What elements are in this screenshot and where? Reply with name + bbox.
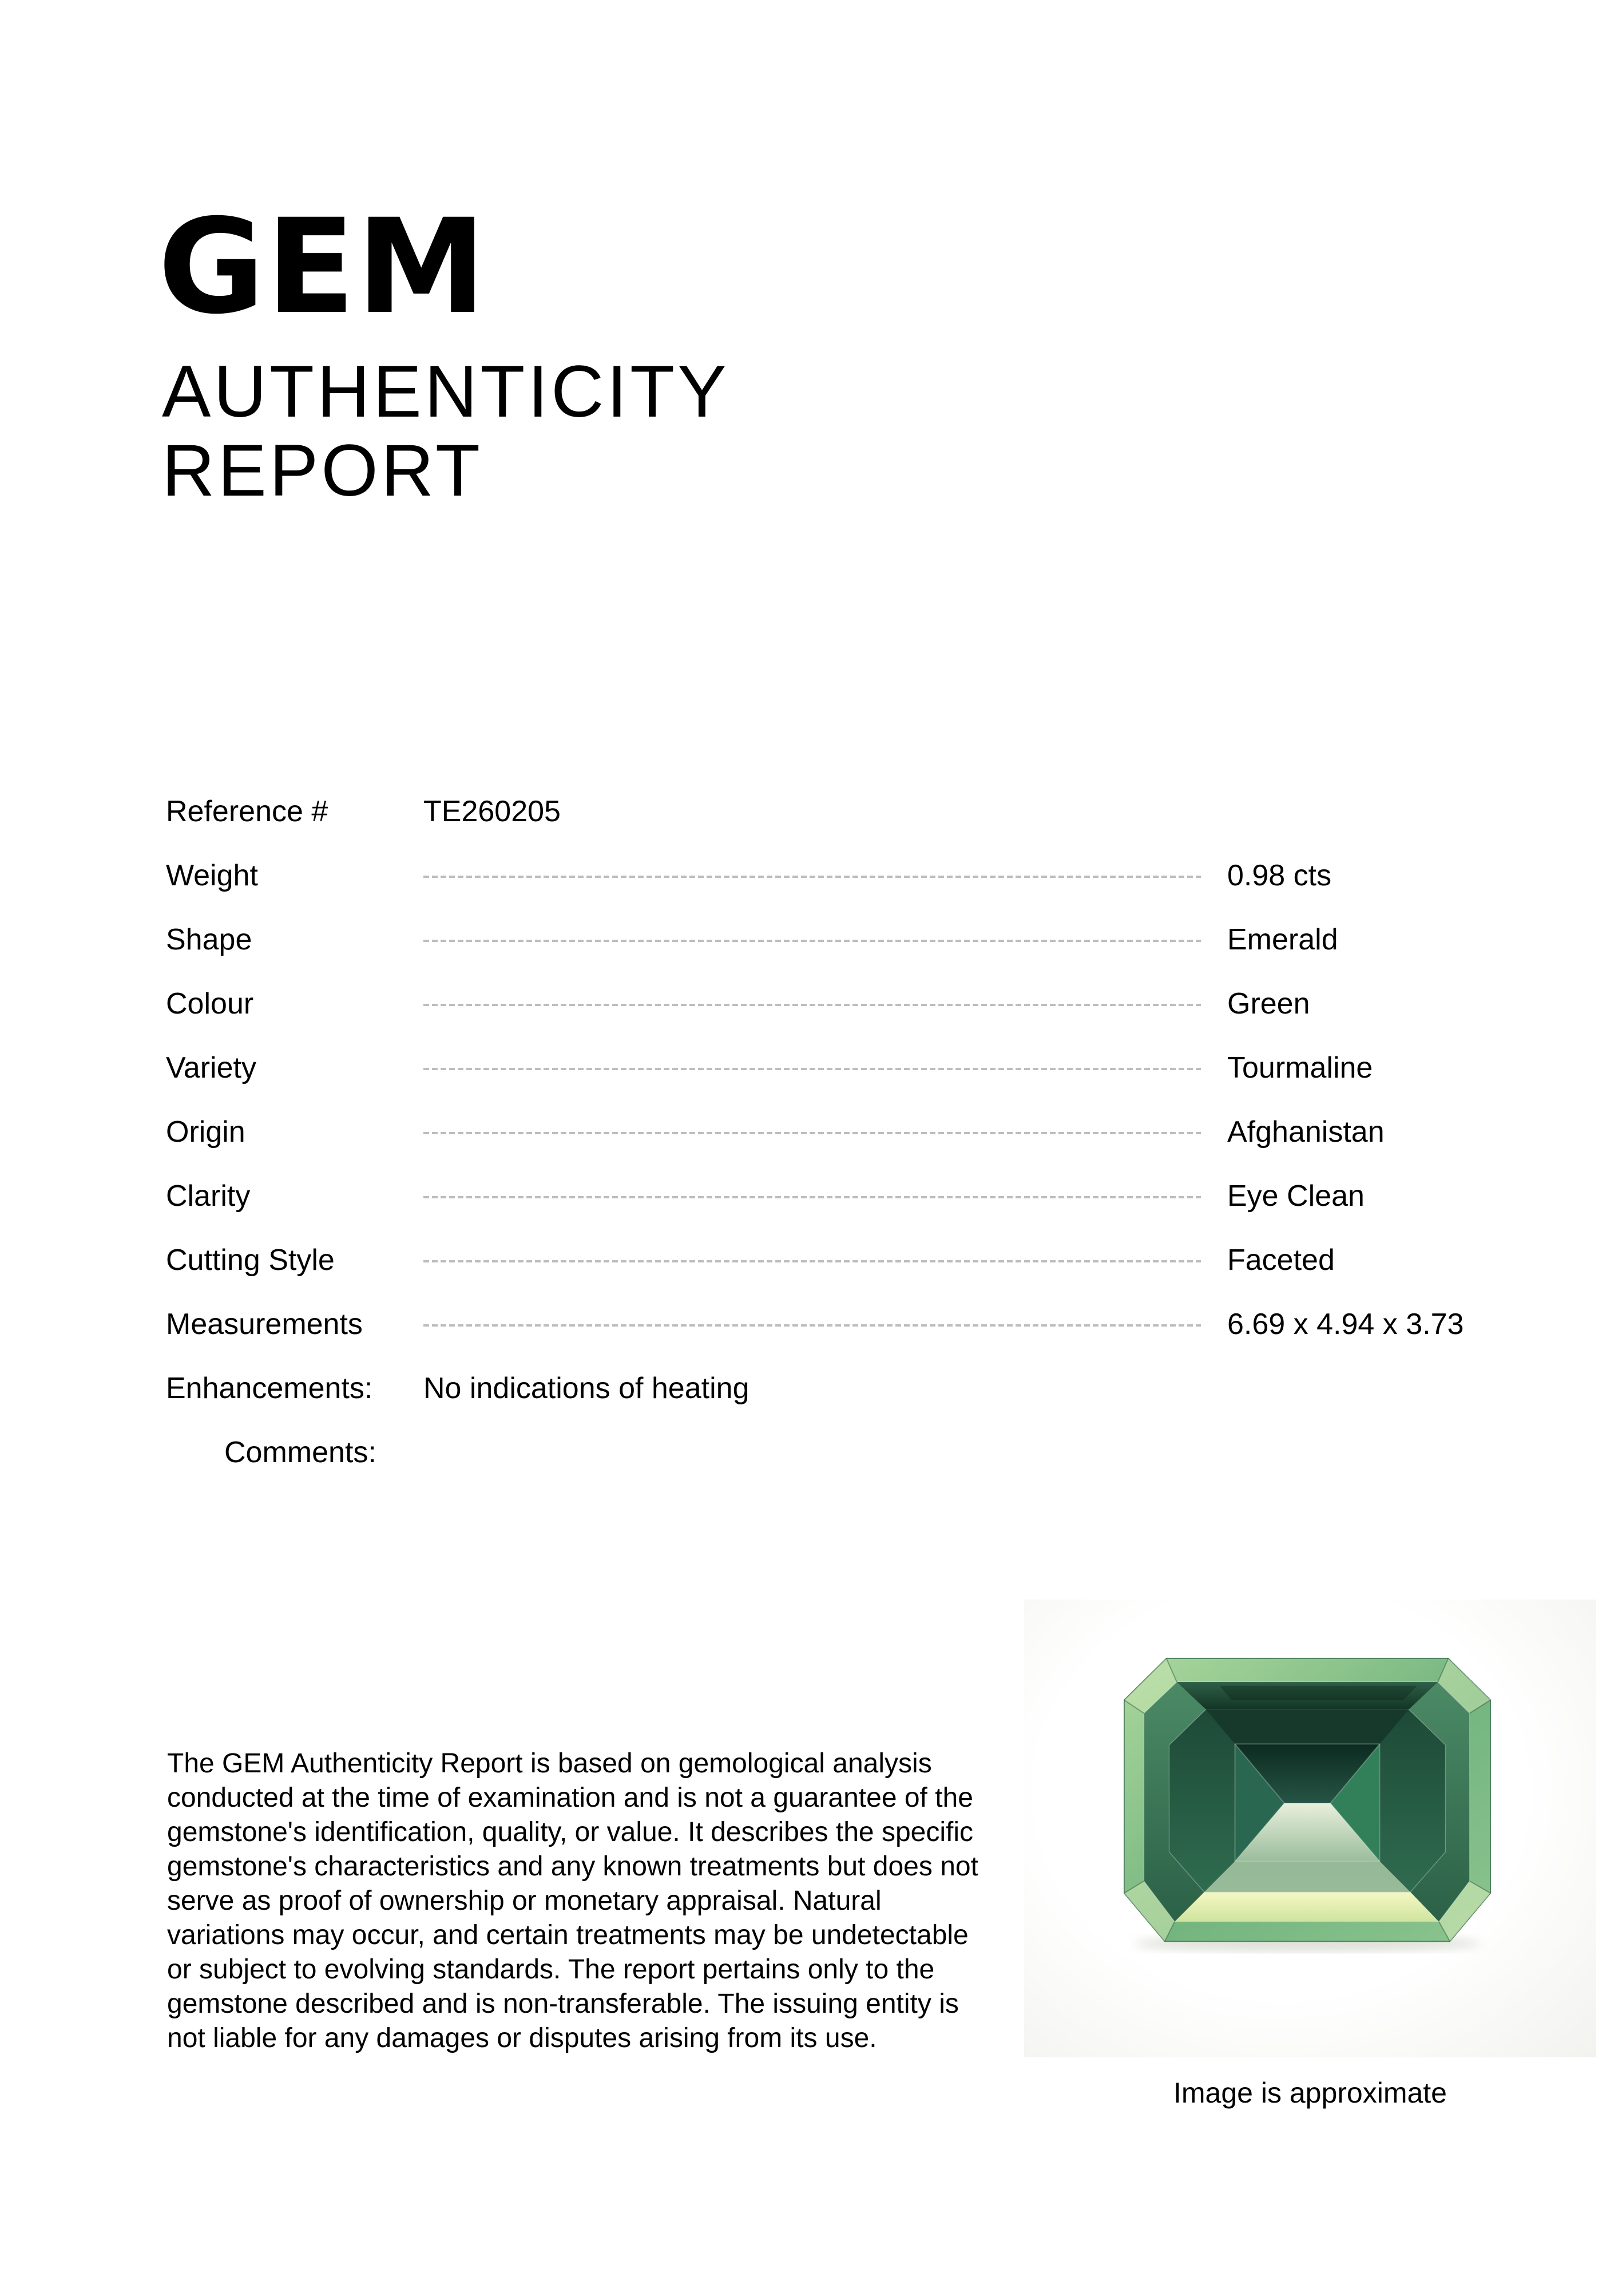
field-label-enhancements: Enhancements: <box>166 1372 373 1405</box>
field-row-colour <box>166 989 1482 1019</box>
field-value-clarity: Eye Clean <box>1227 1179 1365 1213</box>
field-value-enhancements: No indications of heating <box>423 1372 749 1405</box>
field-row-shape <box>166 925 1482 955</box>
field-label-comments: Comments: <box>224 1436 376 1469</box>
field-row-weight <box>166 861 1482 890</box>
leader-line <box>423 1324 1201 1327</box>
field-row-cutting-style <box>166 1245 1482 1275</box>
gem-inner-bottom-band <box>1204 1861 1410 1892</box>
field-value-variety: Tourmaline <box>1227 1051 1373 1084</box>
leader-line <box>423 1260 1201 1262</box>
leader-line <box>423 1068 1201 1070</box>
field-value-cutting-style: Faceted <box>1227 1244 1335 1277</box>
field-label-reference: Reference # <box>166 795 328 828</box>
field-label-cutting-style: Cutting Style <box>166 1244 335 1277</box>
field-row-measurements <box>166 1309 1482 1339</box>
report-title: GEM <box>158 191 487 343</box>
field-label-colour: Colour <box>166 987 254 1020</box>
field-label-origin: Origin <box>166 1115 245 1149</box>
gem-top-streak <box>1220 1686 1417 1700</box>
field-value-measurements: 6.69 x 4.94 x 3.73 <box>1227 1308 1464 1341</box>
leader-line <box>423 940 1201 942</box>
field-label-measurements: Measurements <box>166 1308 363 1341</box>
field-label-clarity: Clarity <box>166 1179 251 1213</box>
disclaimer-paragraph <box>167 1747 978 2056</box>
report-subtitle <box>162 353 729 510</box>
disclaimer-line: gemstone's identification, quality, or value. It describes the specific <box>167 1817 973 1847</box>
leader-line <box>423 1004 1201 1006</box>
gem-inner-top-band <box>1206 1709 1409 1744</box>
field-row-origin <box>166 1117 1482 1147</box>
field-label-weight: Weight <box>166 859 258 892</box>
field-row-reference <box>166 797 1482 826</box>
field-label-shape: Shape <box>166 923 252 956</box>
field-value-shape: Emerald <box>1227 923 1338 956</box>
photo-caption: Image is approximate <box>1173 2077 1447 2109</box>
gem-flash-facet <box>1175 1892 1439 1922</box>
field-row-enhancements <box>166 1373 1482 1403</box>
field-value-weight: 0.98 cts <box>1227 859 1332 892</box>
report-subtitle-line1: AUTHENTICITY <box>162 351 729 433</box>
disclaimer-line: The GEM Authenticity Report is based on gemological analysis <box>167 1748 932 1779</box>
fields-table <box>166 797 1482 1502</box>
field-row-comments <box>166 1438 1482 1467</box>
field-value-origin: Afghanistan <box>1227 1115 1385 1149</box>
field-value-colour: Green <box>1227 987 1310 1020</box>
leader-line <box>423 1196 1201 1198</box>
disclaimer-line: not liable for any damages or disputes arising from its use. <box>167 2023 877 2053</box>
field-row-clarity <box>166 1181 1482 1211</box>
leader-line <box>423 1132 1201 1134</box>
disclaimer-line: conducted at the time of examination and is not a guarantee of the <box>167 1783 973 1813</box>
leader-line <box>423 876 1201 878</box>
disclaimer-line: variations may occur, and certain treatments may be undetectable <box>167 1920 969 1950</box>
report-subtitle-line2: REPORT <box>162 430 483 512</box>
field-value-reference: TE260205 <box>423 795 561 828</box>
field-row-variety <box>166 1053 1482 1083</box>
disclaimer-line: gemstone described and is non-transferable. The issuing entity is <box>167 1989 959 2019</box>
disclaimer-line: gemstone's characteristics and any known treatments but does not <box>167 1851 978 1882</box>
disclaimer-line: or subject to evolving standards. The report pertains only to the <box>167 1954 935 1985</box>
gem-photo <box>1024 1600 1596 2057</box>
disclaimer-line: serve as proof of ownership or monetary appraisal. Natural <box>167 1886 882 1916</box>
gem-image <box>1110 1645 1505 1957</box>
field-label-variety: Variety <box>166 1051 256 1084</box>
